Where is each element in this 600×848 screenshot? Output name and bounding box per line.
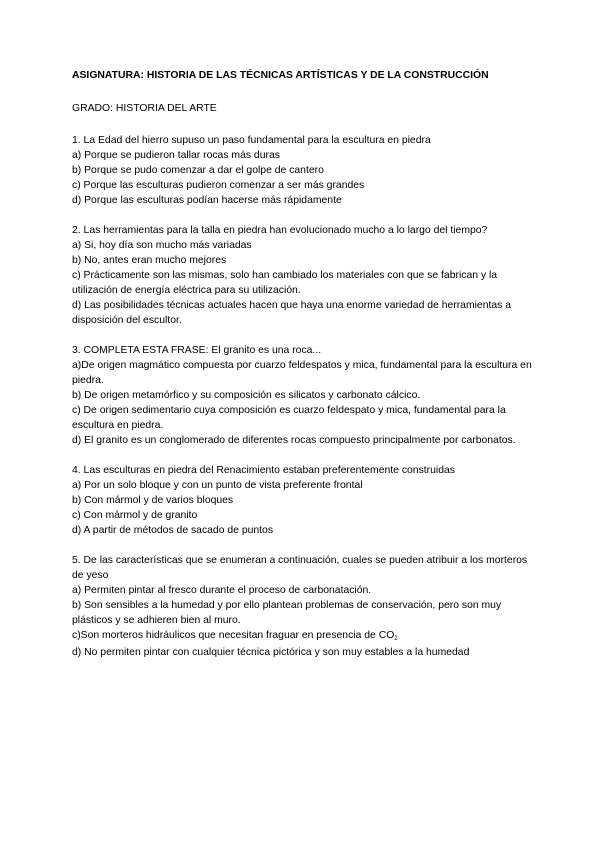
question-text: 1. La Edad del hierro supuso un paso fundamental para la escultura en piedra [72, 135, 431, 146]
question-2 [72, 223, 532, 328]
question-1 [72, 133, 532, 208]
degree-label: GRADO: HISTORIA DEL ARTE [72, 103, 217, 114]
answer-option-a: a) Si, hoy día son mucho más variadas [72, 240, 252, 251]
answer-option-d: d) Las posibilidades técnicas actuales hacen que haya una enorme variedad de herramientas a disposición del escultor. [72, 300, 511, 326]
answer-option-a: a) Por un solo bloque y con un punto de vista preferente frontal [72, 480, 363, 491]
answer-option-c: c)Son morteros hidráulicos que necesitan fraguar en presencia de CO [72, 630, 395, 641]
answer-option-b: b) Porque se pudo comenzar a dar el golpe de cantero [72, 165, 324, 176]
answer-option-b: b) Son sensibles a la humedad y por ello plantean problemas de conservación, pero son muy plásticos y se adhieren bien al muro. [72, 600, 502, 626]
answer-option-c: c) Prácticamente son las mismas, solo han cambiado los materiales con que se fabrican y la utilización de energía eléctrica para su utilización. [72, 270, 498, 296]
question-text: 5. De las características que se enumeran a continuación, cuales se pueden atribuir a los morteros de yeso [72, 555, 528, 581]
question-4 [72, 463, 532, 538]
question-5 [72, 553, 532, 660]
question-text: 4. Las esculturas en piedra del Renacimiento estaban preferentemente construidas [72, 465, 455, 476]
document-body [72, 68, 532, 675]
answer-option-d: d) El granito es un conglomerado de diferentes rocas compuesto principalmente por carbonatos. [72, 435, 516, 446]
answer-option-c: c) Porque las esculturas pudieron comenzar a ser más grandes [72, 180, 365, 191]
answer-option-c-wrapper [72, 628, 532, 645]
question-text: 3. COMPLETA ESTA FRASE: El granito es una roca... [72, 345, 322, 356]
answer-option-d: d) No permiten pintar con cualquier técnica pictórica y son muy estables a la humedad [72, 647, 470, 658]
answer-option-c: c) Con mármol y de granito [72, 510, 198, 521]
subject-title: ASIGNATURA: HISTORIA DE LAS TÉCNICAS ARTÍSTICAS Y DE LA CONSTRUCCIÓN [72, 70, 489, 81]
answer-option-a: a) Permiten pintar al fresco durante el proceso de carbonatación. [72, 585, 372, 596]
answer-option-b: b) Con mármol y de varios bloques [72, 495, 234, 506]
question-3 [72, 343, 532, 448]
answer-option-a: a) Porque se pudieron tallar rocas más duras [72, 150, 280, 161]
answer-option-c: c) De origen sedimentario cuya composición es cuarzo feldespato y mica, fundamental para la escultura en piedra. [72, 405, 506, 431]
answer-option-d: d) Porque las esculturas podían hacerse más rápidamente [72, 195, 342, 206]
co2-subscript: 2 [394, 636, 398, 642]
answer-option-b: b) No, antes eran mucho mejores [72, 255, 227, 266]
question-text: 2. Las herramientas para la talla en piedra han evolucionado mucho a lo largo del tiempo? [72, 225, 488, 236]
answer-option-a: a)De origen magmático compuesta por cuarzo feldespatos y mica, fundamental para la escultura en piedra. [72, 360, 532, 386]
answer-option-b: b) De origen metamórfico y su composición es silicatos y carbonato cálcico. [72, 390, 421, 401]
answer-option-d: d) A partir de métodos de sacado de puntos [72, 525, 274, 536]
